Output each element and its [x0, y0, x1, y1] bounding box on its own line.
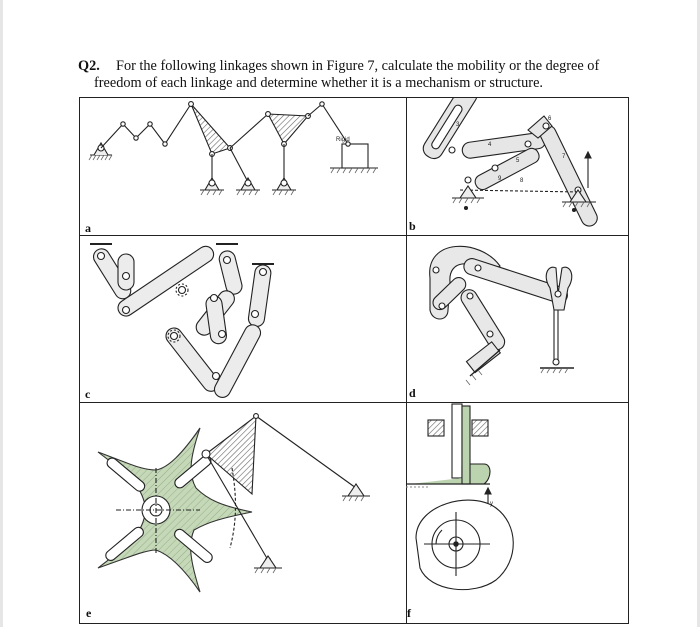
question-line-2: freedom of each linkage and determine whether it is a mechanism or structure.	[94, 75, 543, 91]
figure-f-cam-follower	[406, 404, 513, 590]
question-line-1: For the following linkages shown in Figure 7, calculate the mobility or the degree of	[116, 58, 600, 74]
panel-label-a: a	[85, 221, 91, 235]
b-label-8: 8	[520, 178, 524, 184]
panel-label-c: c	[85, 387, 91, 401]
panel-label-f: f	[407, 606, 411, 620]
ground-support-icon	[200, 178, 224, 190]
page-edge-left	[0, 0, 3, 627]
question-text	[78, 58, 638, 92]
linkage-figures	[80, 98, 628, 623]
rigid-label: Rigid	[336, 137, 350, 143]
b-label-7: 7	[562, 154, 566, 160]
b-label-6: 6	[548, 116, 552, 122]
figure-b-linkage	[420, 98, 600, 229]
figure-e-geneva-mechanism	[98, 414, 370, 592]
b-label-4: 4	[488, 142, 492, 148]
panel-label-e: e	[86, 606, 92, 620]
panel-label-b: b	[409, 219, 416, 233]
figure-a-linkage	[89, 102, 378, 195]
panel-label-d: d	[409, 386, 416, 400]
ground-support-icon	[236, 178, 260, 190]
ground-support-icon	[272, 178, 296, 190]
f-y-label: y	[490, 501, 493, 507]
question-number: Q2.	[78, 58, 100, 74]
figure-d-linkage	[430, 246, 574, 385]
b-label-5: 5	[516, 158, 520, 164]
b-label-9: 9	[498, 176, 502, 182]
b-label-3: 3	[456, 122, 460, 128]
figure-c-linkage	[90, 243, 274, 400]
figure-frame	[79, 97, 629, 624]
ground-support-icon	[89, 143, 112, 160]
